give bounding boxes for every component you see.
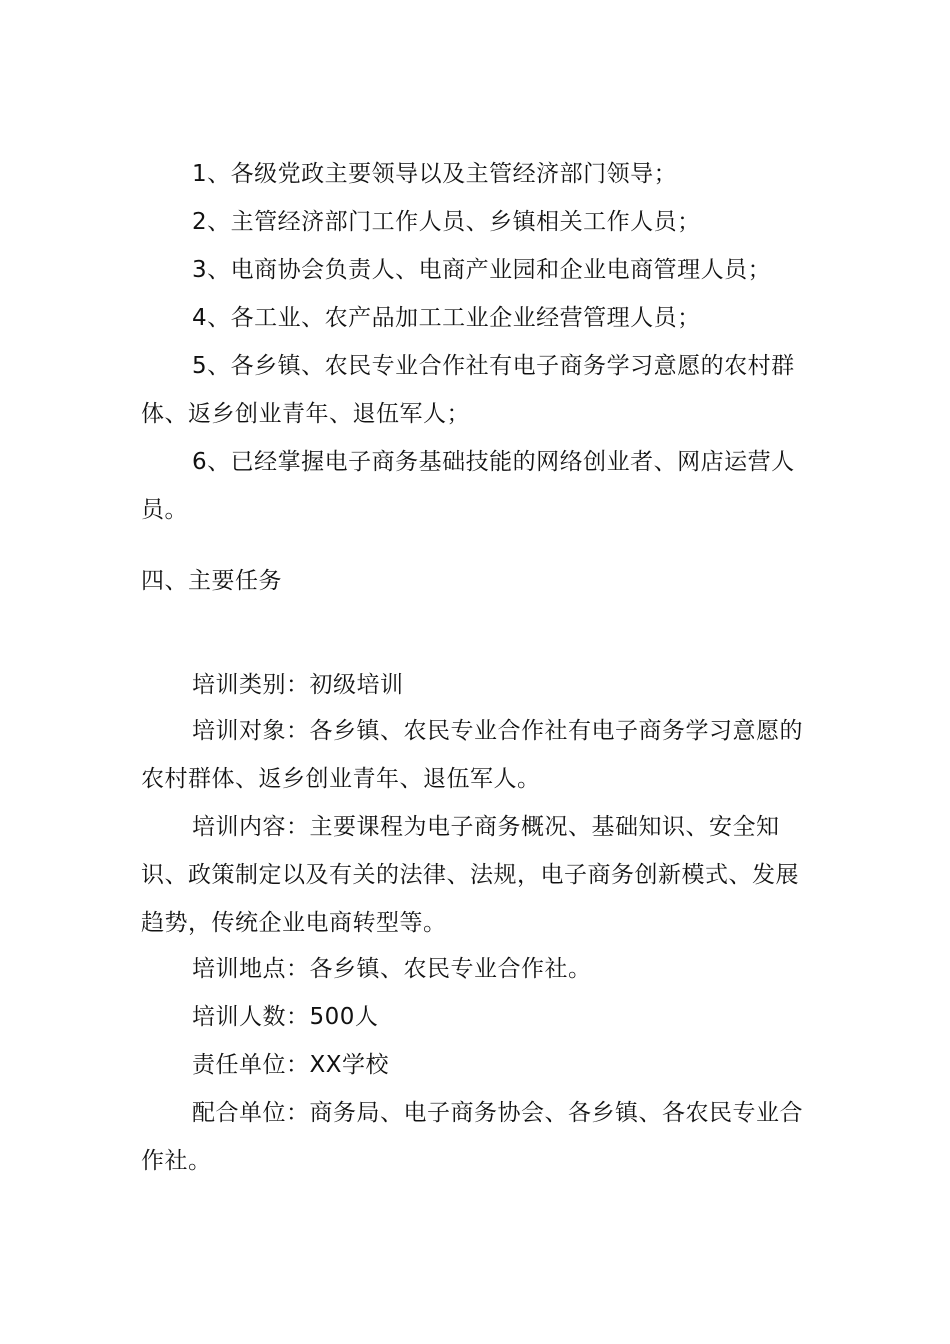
- audience-item-4: 4、各工业、农产品加工工业企业经营管理人员；: [192, 305, 701, 331]
- audience-item-6: 6、已经掌握电子商务基础技能的网络创业者、网店运营人员。: [141, 449, 795, 523]
- training-target: 培训对象：各乡镇、农民专业合作社有电子商务学习意愿的农村群体、返乡创业青年、退伍军人。: [141, 718, 803, 792]
- training-location: 培训地点：各乡镇、农民专业合作社。: [192, 956, 592, 982]
- cooperating-units: 配合单位：商务局、电子商务协会、各乡镇、各农民专业合作社。: [141, 1100, 803, 1174]
- audience-item-5: 5、各乡镇、农民专业合作社有电子商务学习意愿的农村群体、返乡创业青年、退伍军人；: [141, 353, 795, 427]
- audience-item-3: 3、电商协会负责人、电商产业园和企业电商管理人员；: [192, 257, 772, 283]
- audience-item-2: 2、主管经济部门工作人员、乡镇相关工作人员；: [192, 209, 701, 235]
- section-heading: 四、主要任务: [141, 568, 282, 594]
- training-count: 培训人数：500人: [192, 1004, 379, 1030]
- training-category: 培训类别：初级培训: [192, 672, 404, 698]
- responsible-unit: 责任单位：XX学校: [192, 1052, 390, 1078]
- training-content: 培训内容：主要课程为电子商务概况、基础知识、安全知识、政策制定以及有关的法律、法规，电子商务创新模式、发展趋势，传统企业电商转型等。: [141, 814, 799, 936]
- audience-item-1: 1、各级党政主要领导以及主管经济部门领导；: [192, 161, 678, 187]
